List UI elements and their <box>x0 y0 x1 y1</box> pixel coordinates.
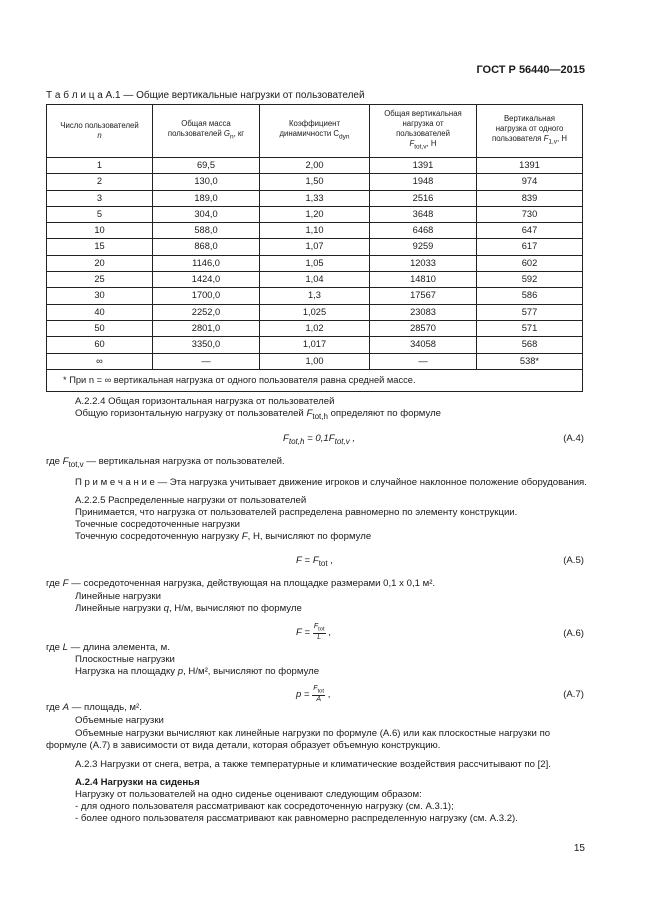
table-cell: 974 <box>477 174 583 190</box>
paragraph: формуле (А.7) в зависимости от вида детали, которая образует объемную конструкцию. <box>46 740 441 751</box>
loads-table <box>46 104 583 392</box>
subheading: Точечные сосредоточенные нагрузки <box>75 519 241 530</box>
paragraph: Принимается, что нагрузка от пользователей распределена равномерно по элементу конструкции. <box>75 507 518 518</box>
list-item: - более одного пользователя рассматривают как равномерно распределенную нагрузку (см. А.3.2). <box>75 813 518 824</box>
table-row <box>47 223 583 239</box>
table-cell: 2 <box>47 174 153 190</box>
table-row <box>47 206 583 222</box>
table-cell: — <box>370 353 477 369</box>
table-cell: 130,0 <box>153 174 260 190</box>
table-cell: 1146,0 <box>153 255 260 271</box>
table-row <box>47 320 583 336</box>
paragraph: Точечную сосредоточенную нагрузку F, Н, вычисляют по формуле <box>75 531 372 542</box>
table-cell: 20 <box>47 255 153 271</box>
table-row <box>47 158 583 174</box>
table-cell: 34058 <box>370 337 477 353</box>
paragraph: где F — сосредоточенная нагрузка, действующая на площадке размерами 0,1 х 0,1 м². <box>46 578 436 589</box>
table-row <box>47 337 583 353</box>
table-cell: 28570 <box>370 320 477 336</box>
table-cell: 538* <box>477 353 583 369</box>
table-cell: 1 <box>47 158 153 174</box>
table-cell: 3648 <box>370 206 477 222</box>
table-cell: 304,0 <box>153 206 260 222</box>
paragraph: где $F_{tot,v}$ — вертикальная нагрузка от пользователей. <box>46 456 285 469</box>
table-cell: 602 <box>477 255 583 271</box>
table-caption: Т а б л и ц а А.1 — Общие вертикальные нагрузки от пользователей <box>46 90 365 101</box>
table-cell: 2801,0 <box>153 320 260 336</box>
table-cell: 10 <box>47 223 153 239</box>
equation: $F_{tot,h} = 0,1F_{tot,v}$ , <box>283 433 356 446</box>
table-cell: 23083 <box>370 304 477 320</box>
table-cell: 1,50 <box>260 174 370 190</box>
table-cell: 2,00 <box>260 158 370 174</box>
section-title: А.2.4 Нагрузки на сиденья <box>75 777 200 788</box>
equation: p = $\frac{F_{tot}}{A}$ , <box>296 685 331 704</box>
subheading: Линейные нагрузки <box>75 591 161 602</box>
table-cell: 40 <box>47 304 153 320</box>
paragraph: Линейные нагрузки q, Н/м, вычисляют по формуле <box>75 603 302 614</box>
table-header-row <box>47 105 583 158</box>
table-row <box>47 239 583 255</box>
equation-number: (А.6) <box>563 628 584 639</box>
table-cell: 1,20 <box>260 206 370 222</box>
subheading: Плоскостные нагрузки <box>75 654 175 665</box>
table-cell: 1,017 <box>260 337 370 353</box>
table-cell: 1424,0 <box>153 272 260 288</box>
table-cell: 12033 <box>370 255 477 271</box>
table-cell: 25 <box>47 272 153 288</box>
page-number: 15 <box>573 843 585 854</box>
table-row <box>47 288 583 304</box>
equation-number: (А.4) <box>563 433 584 444</box>
table-cell: 1,07 <box>260 239 370 255</box>
equation: F = $\frac{F_{tot}}{L}$ , <box>296 623 331 642</box>
table-cell: 592 <box>477 272 583 288</box>
table-row <box>47 190 583 206</box>
paragraph: Общую горизонтальную нагрузку от пользователей $F_{tot,h}$ определяют по формуле <box>75 408 442 421</box>
table-cell: 1,10 <box>260 223 370 239</box>
table-cell: 730 <box>477 206 583 222</box>
section-title: А.2.2.4 Общая горизонтальная нагрузка от пользователей <box>75 396 335 407</box>
equation: $F = F_{tot}$ , <box>296 555 333 568</box>
table-cell: 1391 <box>477 158 583 174</box>
table-cell: 14810 <box>370 272 477 288</box>
table-cell: 1,04 <box>260 272 370 288</box>
table-cell: 1391 <box>370 158 477 174</box>
table-cell: 839 <box>477 190 583 206</box>
table-cell: 1,025 <box>260 304 370 320</box>
paragraph: А.2.3 Нагрузки от снега, ветра, а также температурные и климатические воздействия рассчитывают по [2]. <box>75 759 551 770</box>
table-cell: 1,3 <box>260 288 370 304</box>
col-header: Общая вертикальная нагрузка от пользователей $F_{tot,v}$, Н <box>370 105 477 158</box>
col-header: Общая масса пользователей $G_n$, кг <box>153 105 260 158</box>
table-cell: 1,05 <box>260 255 370 271</box>
table-cell: 577 <box>477 304 583 320</box>
note: П р и м е ч а н и е — Эта нагрузка учитывает движение игроков и случайное наклонное положение оборудования. <box>75 477 587 488</box>
paragraph: где A — площадь, м². <box>46 702 142 713</box>
table-cell: 571 <box>477 320 583 336</box>
table-cell: 17567 <box>370 288 477 304</box>
table-cell: 1700,0 <box>153 288 260 304</box>
col-header: Число пользователей n <box>47 105 153 158</box>
table-cell: 586 <box>477 288 583 304</box>
table-cell: 2516 <box>370 190 477 206</box>
table-cell: 2252,0 <box>153 304 260 320</box>
table-cell: 1,02 <box>260 320 370 336</box>
table-cell: 3350,0 <box>153 337 260 353</box>
col-header: Коэффициент динамичности $C_{dyn}$ <box>260 105 370 158</box>
table-cell: 617 <box>477 239 583 255</box>
table-cell: 5 <box>47 206 153 222</box>
table-row <box>47 174 583 190</box>
table-cell: ∞ <box>47 353 153 369</box>
table-cell: 60 <box>47 337 153 353</box>
equation-number: (А.7) <box>563 689 584 700</box>
table-cell: 1,33 <box>260 190 370 206</box>
list-item: - для одного пользователя рассматривают как сосредоточенную нагрузку (см. А.3.1); <box>75 801 454 812</box>
table-cell: 588,0 <box>153 223 260 239</box>
col-header: Вертикальная нагрузка от одного пользователя $F_{1,v}$, Н <box>477 105 583 158</box>
table-cell: — <box>153 353 260 369</box>
table-row <box>47 255 583 271</box>
table-cell: 1948 <box>370 174 477 190</box>
table-cell: 568 <box>477 337 583 353</box>
equation-number: (А.5) <box>563 555 584 566</box>
table-row <box>47 304 583 320</box>
table-cell: 50 <box>47 320 153 336</box>
table-row <box>47 272 583 288</box>
table-cell: 868,0 <box>153 239 260 255</box>
section-title: А.2.2.5 Распределенные нагрузки от пользователей <box>75 495 307 506</box>
table-row <box>47 353 583 369</box>
table-cell: 6468 <box>370 223 477 239</box>
paragraph: Объемные нагрузки вычисляют как линейные нагрузки по формуле (А.6) или как плоскостные нагрузки по <box>75 728 551 739</box>
table-cell: 69,5 <box>153 158 260 174</box>
subheading: Объемные нагрузки <box>75 715 164 726</box>
table-cell: 647 <box>477 223 583 239</box>
paragraph: Нагрузка на площадку p, Н/м², вычисляют по формуле <box>75 666 320 677</box>
paragraph: где L — длина элемента, м. <box>46 642 170 653</box>
table-footnote: * При n = ∞ вертикальная нагрузка от одного пользователя равна средней массе. <box>47 369 583 391</box>
table-cell: 1,00 <box>260 353 370 369</box>
table-cell: 30 <box>47 288 153 304</box>
table-cell: 189,0 <box>153 190 260 206</box>
table-cell: 3 <box>47 190 153 206</box>
paragraph: Нагрузку от пользователей на одно сиденье оценивают следующим образом: <box>75 789 422 800</box>
document-header: ГОСТ Р 56440—2015 <box>476 64 585 76</box>
table-cell: 15 <box>47 239 153 255</box>
table-cell: 9259 <box>370 239 477 255</box>
